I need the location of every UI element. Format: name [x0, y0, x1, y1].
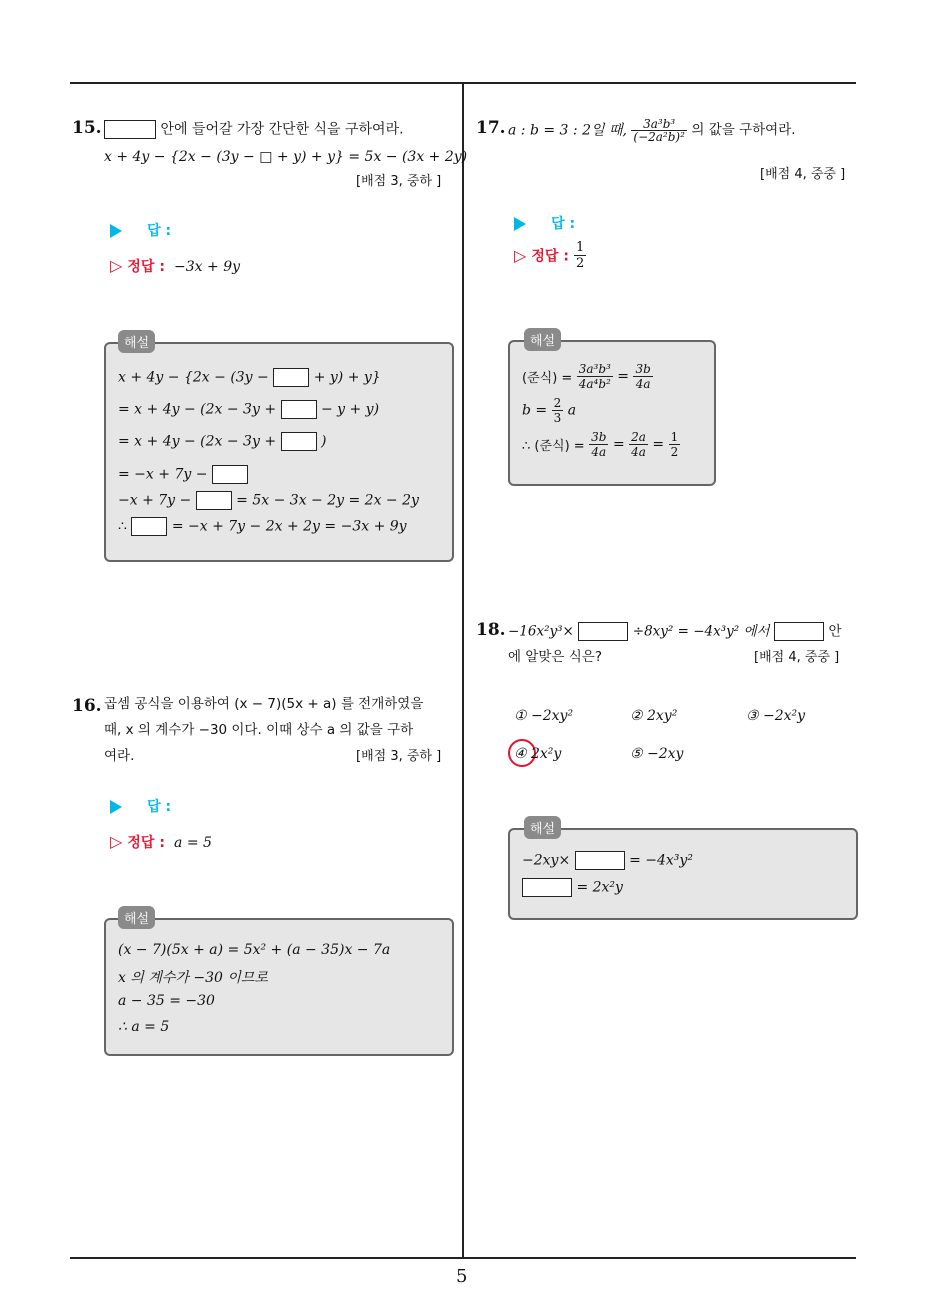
q17-prompt-a: a : b = 3 : 2일 때, [508, 122, 627, 139]
q15-sol-2a: = x + 4y − (2x − 3y + [118, 401, 277, 418]
q18-solution-box [508, 828, 858, 920]
q18-line-1 [508, 622, 842, 641]
q18-part2: ÷8xy² = −4x³y² 에서 [632, 623, 770, 640]
q17-sol-line-2 [522, 396, 576, 425]
q17-prompt-b: 의 값을 구하여라. [691, 121, 796, 138]
q15-number: 15. [72, 118, 102, 138]
q16-sol-line-2: x 의 계수가 −30 이므로 [118, 970, 268, 986]
q15-sol-3a: = x + 4y − (2x − 3y + [118, 433, 277, 450]
q18-sol-line-1 [522, 851, 693, 870]
frac-num: 3b [635, 362, 651, 376]
q15-sol-6a: ∴ [118, 518, 127, 535]
frac-num: 2a [631, 430, 646, 444]
q15-sol-1a: x + 4y − {2x − (3y − [118, 369, 269, 386]
q15-equation: x + 4y − {2x − (3y − □ + y) + y} = 5x − (3x + 2y) [104, 149, 468, 165]
q17-sol-3a: ∴ (준식) = [522, 439, 585, 454]
q16-answer-row [110, 796, 171, 816]
play-icon [110, 224, 122, 238]
q17-answer-label: 답 : [551, 216, 576, 232]
q16-correct-value: a = 5 [174, 835, 212, 851]
q15-prompt-text: 안에 들어갈 가장 간단한 식을 구하여라. [160, 121, 404, 138]
q18-solution-tag: 해설 [524, 816, 561, 839]
frac-num: 3b [591, 430, 607, 444]
q15-blank-box [104, 120, 156, 139]
blank-box [212, 465, 248, 484]
q17-sol-line-1 [522, 362, 653, 391]
frac-den: 4a [631, 445, 646, 459]
blank-box [522, 878, 572, 897]
blank-box [273, 368, 309, 387]
blank-box [281, 432, 317, 451]
frac-den: 4a [591, 445, 607, 459]
q15-sol-line-3 [118, 432, 326, 451]
q16-line-3: 여라. [104, 748, 135, 764]
q17-number: 17. [476, 118, 506, 138]
q15-correct-value: −3x + 9y [174, 259, 241, 275]
play-icon [514, 217, 526, 231]
q17-sol-frac [577, 362, 613, 391]
q16-line-1: 곱셈 공식을 이용하여 (x − 7)(5x + a) 를 전개하였을 [104, 696, 424, 712]
outline-triangle-icon: ▷ [110, 832, 123, 851]
q15-answer-row [110, 220, 171, 240]
q15-sol-line-2 [118, 400, 379, 419]
q18-number: 18. [476, 620, 506, 640]
q17-sol-eq: = [612, 436, 625, 453]
q17-frac-den: (−2a²b)² [633, 130, 685, 144]
q17-prompt [508, 118, 796, 143]
q17-correct-den: 2 [576, 256, 585, 271]
q18-option-1[interactable]: ① −2xy² [514, 708, 574, 724]
q17-correct-num: 1 [576, 240, 585, 255]
frac-num: 3a³b³ [578, 362, 611, 376]
q18-sol-line-2 [522, 878, 623, 897]
q15-solution-tag: 해설 [118, 330, 155, 353]
q18-blank-box [774, 622, 824, 641]
blank-box [131, 517, 167, 536]
frac-den: 4a [635, 377, 651, 391]
q15-sol-6b: = −x + 7y − 2x + 2y = −3x + 9y [171, 518, 407, 535]
q17-sol-line-3 [522, 430, 680, 459]
q18-sol-1b: = −4x³y² [629, 852, 693, 869]
blank-box [196, 491, 232, 510]
play-icon [110, 800, 122, 814]
q15-sol-1b: + y) + y} [313, 369, 381, 386]
q15-correct-row [110, 256, 240, 276]
bottom-rule [70, 1257, 856, 1259]
q18-part3: 안 [828, 623, 842, 640]
q18-option-4[interactable]: ④ 2x²y [514, 746, 562, 762]
q15-sol-4a: = −x + 7y − [118, 466, 208, 483]
q16-solution-tag: 해설 [118, 906, 155, 929]
q15-answer-label: 답 : [147, 223, 172, 239]
frac-den: 2 [670, 445, 679, 459]
q17-fraction [631, 118, 687, 143]
q16-sol-line-1: (x − 7)(5x + a) = 5x² + (a − 35)x − 7a [118, 942, 391, 958]
q16-correct-row [110, 832, 212, 852]
q17-sol-frac [552, 396, 564, 425]
q17-frac-num: 3a³b³ [631, 118, 687, 131]
q15-sol-3b: ) [320, 433, 327, 450]
q17-sol-eq: = [652, 436, 665, 453]
q18-option-5[interactable]: ⑤ −2xy [630, 746, 684, 762]
frac-num: 2 [553, 396, 562, 410]
blank-box [281, 400, 317, 419]
q15-sol-line-4 [118, 465, 248, 484]
q18-part1: −16x²y³× [508, 623, 574, 640]
column-divider [462, 84, 464, 1258]
q17-sol-frac [629, 430, 648, 459]
q15-sol-line-5 [118, 491, 419, 510]
q18-blank-box [578, 622, 628, 641]
q17-correct-label: 정답 : [531, 248, 569, 265]
frac-num: 1 [670, 430, 679, 444]
q17-solution-tag: 해설 [524, 328, 561, 351]
q17-sol-1a: (준식) = [522, 371, 573, 386]
q18-line-2: 에 알맞은 식은? [508, 649, 602, 665]
q15-correct-label: 정답 : [127, 259, 165, 275]
q15-sol-line-6 [118, 517, 407, 536]
q18-sol-2b: = 2x²y [576, 879, 623, 896]
page-number: 5 [456, 1266, 468, 1287]
frac-den: 4a⁴b² [578, 377, 611, 391]
q17-score: [배점 4, 중중 ] [760, 167, 846, 182]
q18-option-2[interactable]: ② 2xy² [630, 708, 678, 724]
q17-sol-2b: a [567, 402, 577, 419]
q18-sol-1a: −2xy× [522, 852, 571, 869]
q17-sol-frac [589, 430, 608, 459]
q15-sol-2b: − y + y) [320, 401, 380, 418]
q16-number: 16. [72, 696, 102, 716]
blank-box [575, 851, 625, 870]
q16-sol-line-4: ∴ a = 5 [118, 1019, 170, 1035]
q16-line-2: 때, x 의 계수가 −30 이다. 이때 상수 a 의 값을 구하 [104, 722, 414, 738]
q17-sol-eq: = [617, 368, 630, 385]
q18-score: [배점 4, 중중 ] [754, 650, 840, 665]
q18-option-3[interactable]: ③ −2x²y [746, 708, 806, 724]
frac-den: 3 [553, 411, 562, 425]
outline-triangle-icon: ▷ [110, 256, 123, 275]
q17-sol-frac [633, 362, 652, 391]
q16-solution-box [104, 918, 454, 1056]
q17-correct-fraction [574, 240, 586, 271]
q15-sol-5a: −x + 7y − [118, 492, 192, 509]
q17-answer-row [514, 213, 575, 233]
q15-sol-line-1 [118, 368, 381, 387]
q17-correct-row [514, 240, 586, 271]
q15-sol-5b: = 5x − 3x − 2y = 2x − 2y [236, 492, 419, 509]
q15-score: [배점 3, 중하 ] [356, 174, 442, 189]
q17-sol-2a: b = [522, 402, 548, 419]
q16-correct-label: 정답 : [127, 835, 165, 851]
outline-triangle-icon: ▷ [514, 246, 527, 265]
q16-sol-line-3: a − 35 = −30 [118, 993, 215, 1009]
q16-score: [배점 3, 중하 ] [356, 749, 442, 764]
q15-prompt [104, 120, 404, 139]
q16-answer-label: 답 : [147, 799, 172, 815]
q17-sol-frac [669, 430, 681, 459]
